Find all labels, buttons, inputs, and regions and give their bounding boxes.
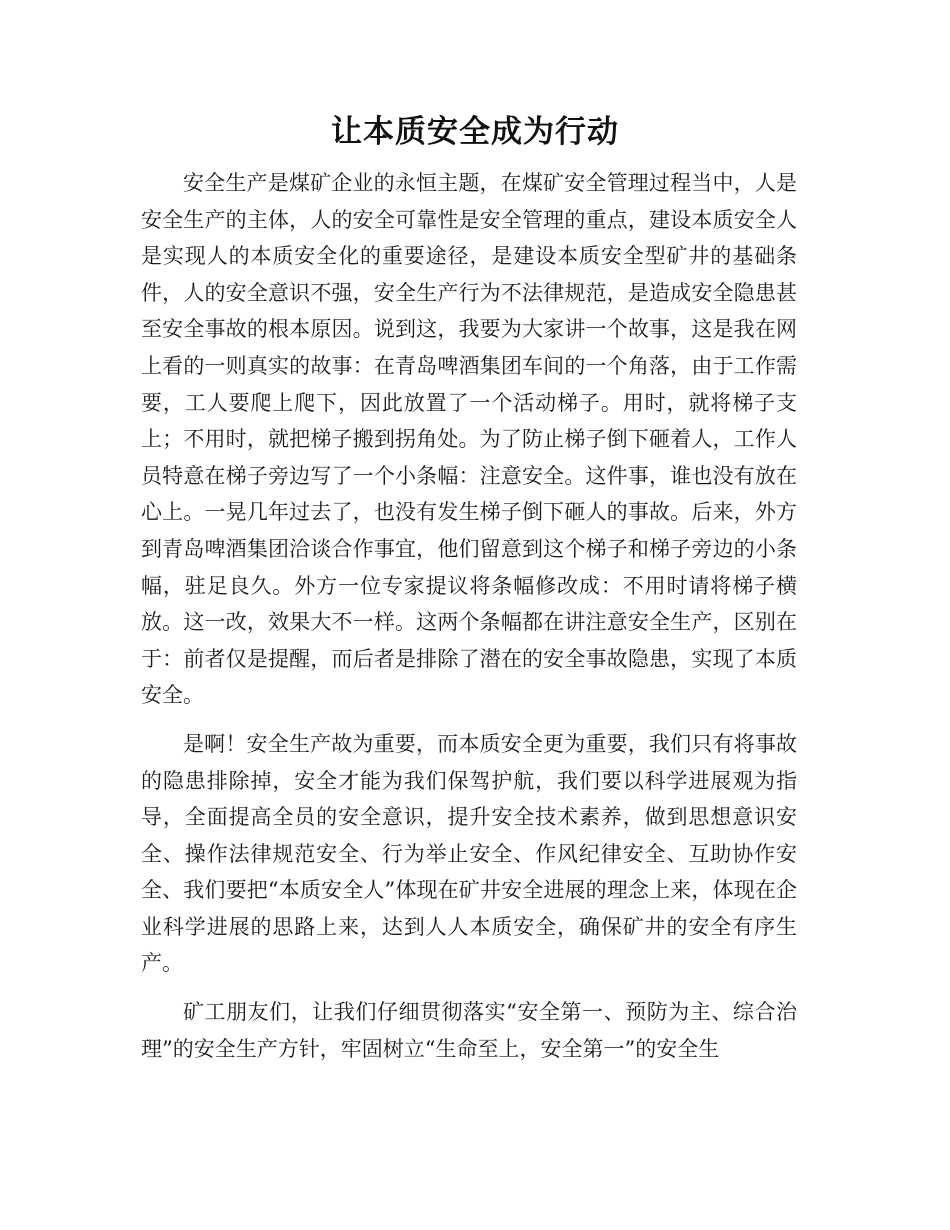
- paragraph-2: 是啊！安全生产故为重要，而本质安全更为重要，我们只有将事故的隐患排除掉，安全才能为我们保驾护航，我们要以科学进展观为指导，全面提高全员的安全意识，提升安全技术素养，做到思想意识安全、操作法律规范安全、行为举止安全、作风纪律安全、互助协作安全、我们要把“本质安全人”体现在矿井安全进展的理念上来，体现在企业科学进展的思路上来，达到人人本质安全，确保矿井的安全有序生产。: [141, 731, 797, 976]
- document-body: [141, 165, 797, 1067]
- document-title: 让本质安全成为行动: [331, 114, 619, 150]
- paragraph-1: 安全生产是煤矿企业的永恒主题，在煤矿安全管理过程当中，人是安全生产的主体，人的安全可靠性是安全管理的重点，建设本质安全人是实现人的本质安全化的重要途径，是建设本质安全型矿井的基础条件，人的安全意识不强，安全生产行为不法律规范，是造成安全隐患甚至安全事故的根本原因。说到这，我要为大家讲一个故事，这是我在网上看的一则真实的故事：在青岛啤酒集团车间的一个角落，由于工作需要，工人要爬上爬下，因此放置了一个活动梯子。用时，就将梯子支上；不用时，就把梯子搬到拐角处。为了防止梯子倒下砸着人，工作人员特意在梯子旁边写了一个小条幅：注意安全。这件事，谁也没有放在心上。一晃几年过去了，也没有发生梯子倒下砸人的事故。后来，外方到青岛啤酒集团洽谈合作事宜，他们留意到这个梯子和梯子旁边的小条幅，驻足良久。外方一位专家提议将条幅修改成：不用时请将梯子横放。这一改，效果大不一样。这两个条幅都在讲注意安全生产，区别在于：前者仅是提醒，而后者是排除了潜在的安全事故隐患，实现了本质安全。: [141, 171, 797, 708]
- paragraph-3: 矿工朋友们，让我们仔细贯彻落实“安全第一、预防为主、综合治理”的安全生产方针，牢固树立“生命至上，安全第一”的安全生: [141, 1000, 797, 1061]
